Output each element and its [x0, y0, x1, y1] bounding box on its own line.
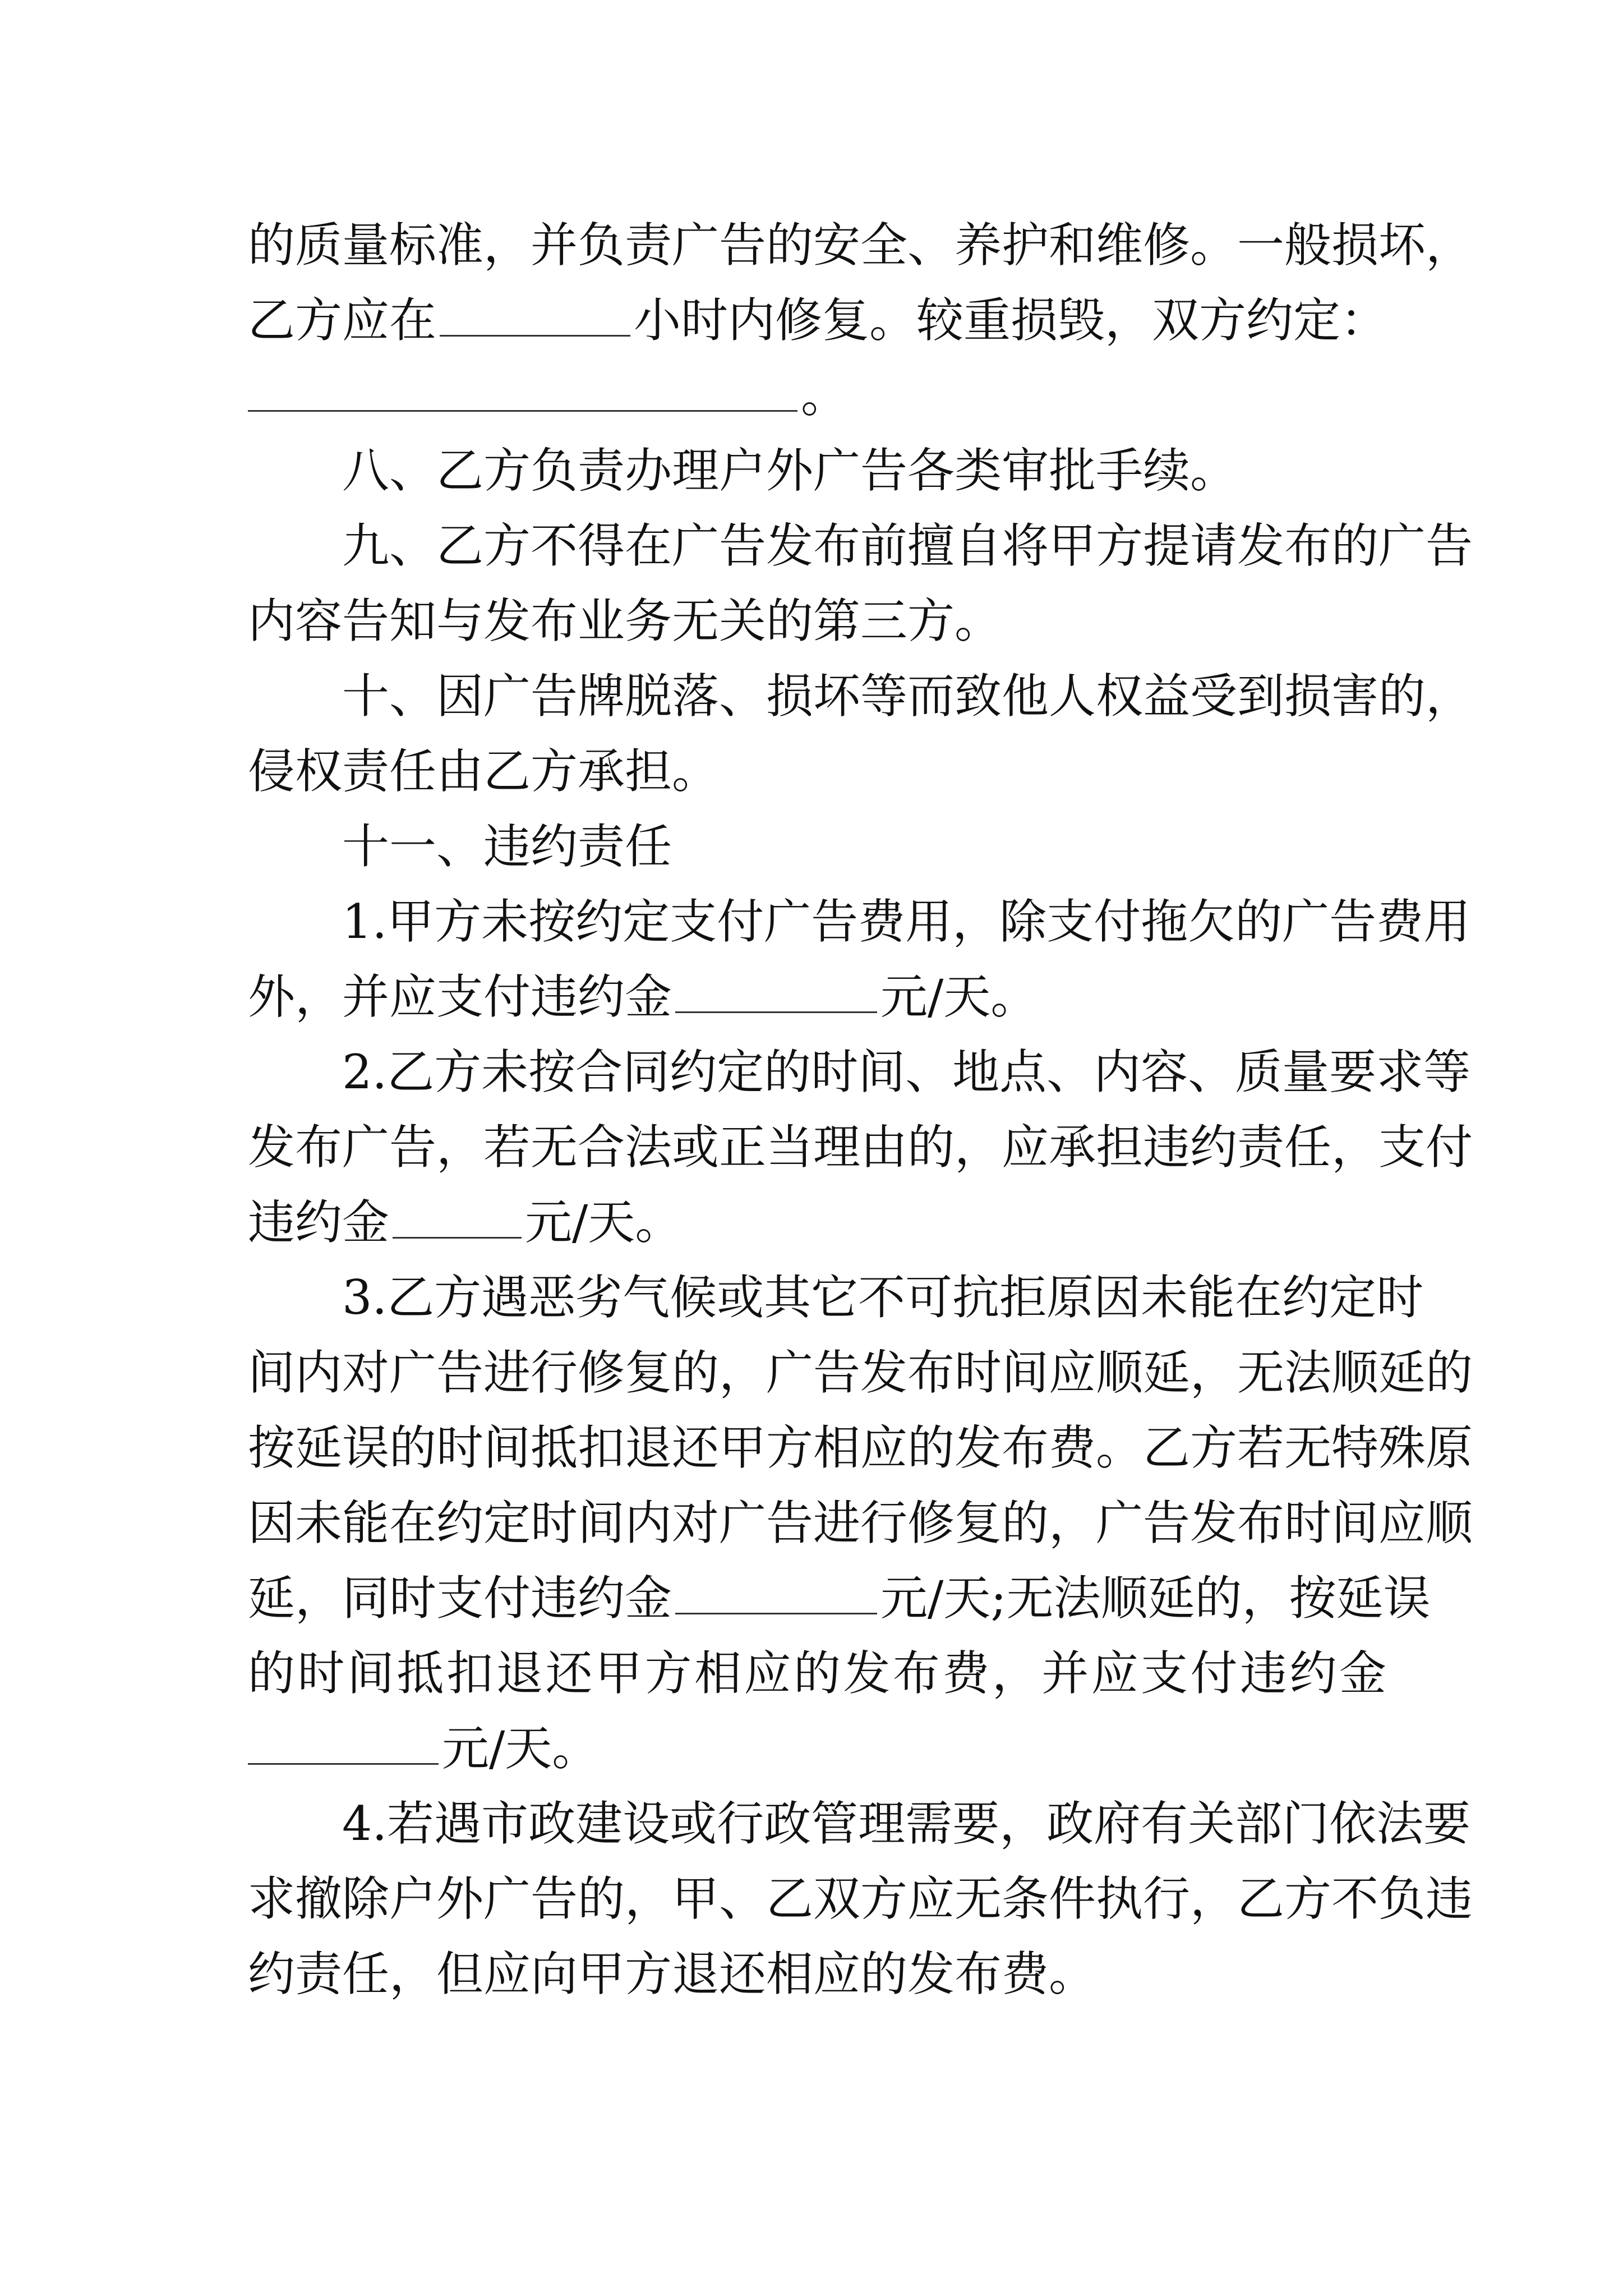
text-line: 的质量标准，并负责广告的安全、养护和维修。一般损坏， — [248, 218, 1473, 273]
text-line: 2.乙方未按合同约定的时间、地点、内容、质量要求等 — [342, 1045, 1471, 1099]
fill-in-blank — [248, 367, 797, 412]
text-line — [248, 1185, 1386, 1260]
text-line — [248, 358, 1386, 433]
text-line: 八、乙方负责办理户外广告各类审批手续。 — [342, 443, 1238, 498]
text-segment: 违约金 — [248, 1195, 390, 1250]
text-segment: 元/天。 — [525, 1195, 683, 1250]
text-line: 九、乙方不得在广告发布前擅自将甲方提请发布的广告 — [342, 518, 1473, 573]
text-line — [248, 1561, 1431, 1636]
text-line: 1.甲方未按约定支付广告费用，除支付拖欠的广告费用 — [342, 894, 1471, 949]
text-line: 间内对广告进行修复的，广告发布时间应顺延，无法顺延的 — [248, 1345, 1473, 1400]
text-line: 按延误的时间抵扣退还甲方相应的发布费。乙方若无特殊原 — [248, 1420, 1473, 1475]
text-line — [248, 1711, 1386, 1786]
text-line: 约责任，但应向甲方退还相应的发布费。 — [248, 1947, 1096, 2001]
text-line: 因未能在约定时间内对广告进行修复的，广告发布时间应顺 — [248, 1496, 1473, 1550]
text-line — [248, 283, 1386, 358]
text-line: 侵权责任由乙方承担。 — [248, 744, 720, 799]
text-line: 内容告知与发布业务无关的第三方。 — [248, 593, 1002, 648]
fill-in-blank — [248, 1720, 439, 1765]
text-line: 发布广告，若无合法或正当理由的，应承担违约责任，支付 — [248, 1120, 1473, 1175]
text-line — [248, 959, 1386, 1034]
text-segment: 元/天。 — [442, 1721, 600, 1776]
section-heading: 十一、违约责任 — [342, 819, 672, 874]
fill-in-blank — [393, 1194, 522, 1239]
fill-in-blank — [675, 1570, 877, 1614]
text-segment: 元/天;无法顺延的，按延误 — [880, 1571, 1431, 1626]
text-segment: 乙方应在 — [248, 293, 437, 348]
contract-text — [248, 208, 1473, 2012]
text-line: 求撤除户外广告的，甲、乙双方应无条件执行，乙方不负违 — [248, 1871, 1473, 1926]
text-line: 的时间抵扣退还甲方相应的发布费，并应支付违约金 — [248, 1646, 1386, 1701]
text-line: 4.若遇市政建设或行政管理需要，政府有关部门依法要 — [342, 1796, 1471, 1851]
text-segment: 元/天。 — [880, 969, 1038, 1024]
text-line: 3.乙方遇恶劣气候或其它不可抗拒原因未能在约定时 — [342, 1270, 1424, 1325]
text-segment: 小时内修复。较重损毁，双方约定： — [634, 293, 1388, 348]
text-segment: 外，并应支付违约金 — [248, 969, 672, 1024]
fill-in-blank — [675, 969, 877, 1013]
text-segment: 。 — [801, 368, 849, 423]
text-segment: 延，同时支付违约金 — [248, 1571, 672, 1626]
text-line: 十、因广告牌脱落、损坏等而致他人权益受到损害的， — [342, 669, 1473, 724]
fill-in-blank — [440, 292, 630, 337]
